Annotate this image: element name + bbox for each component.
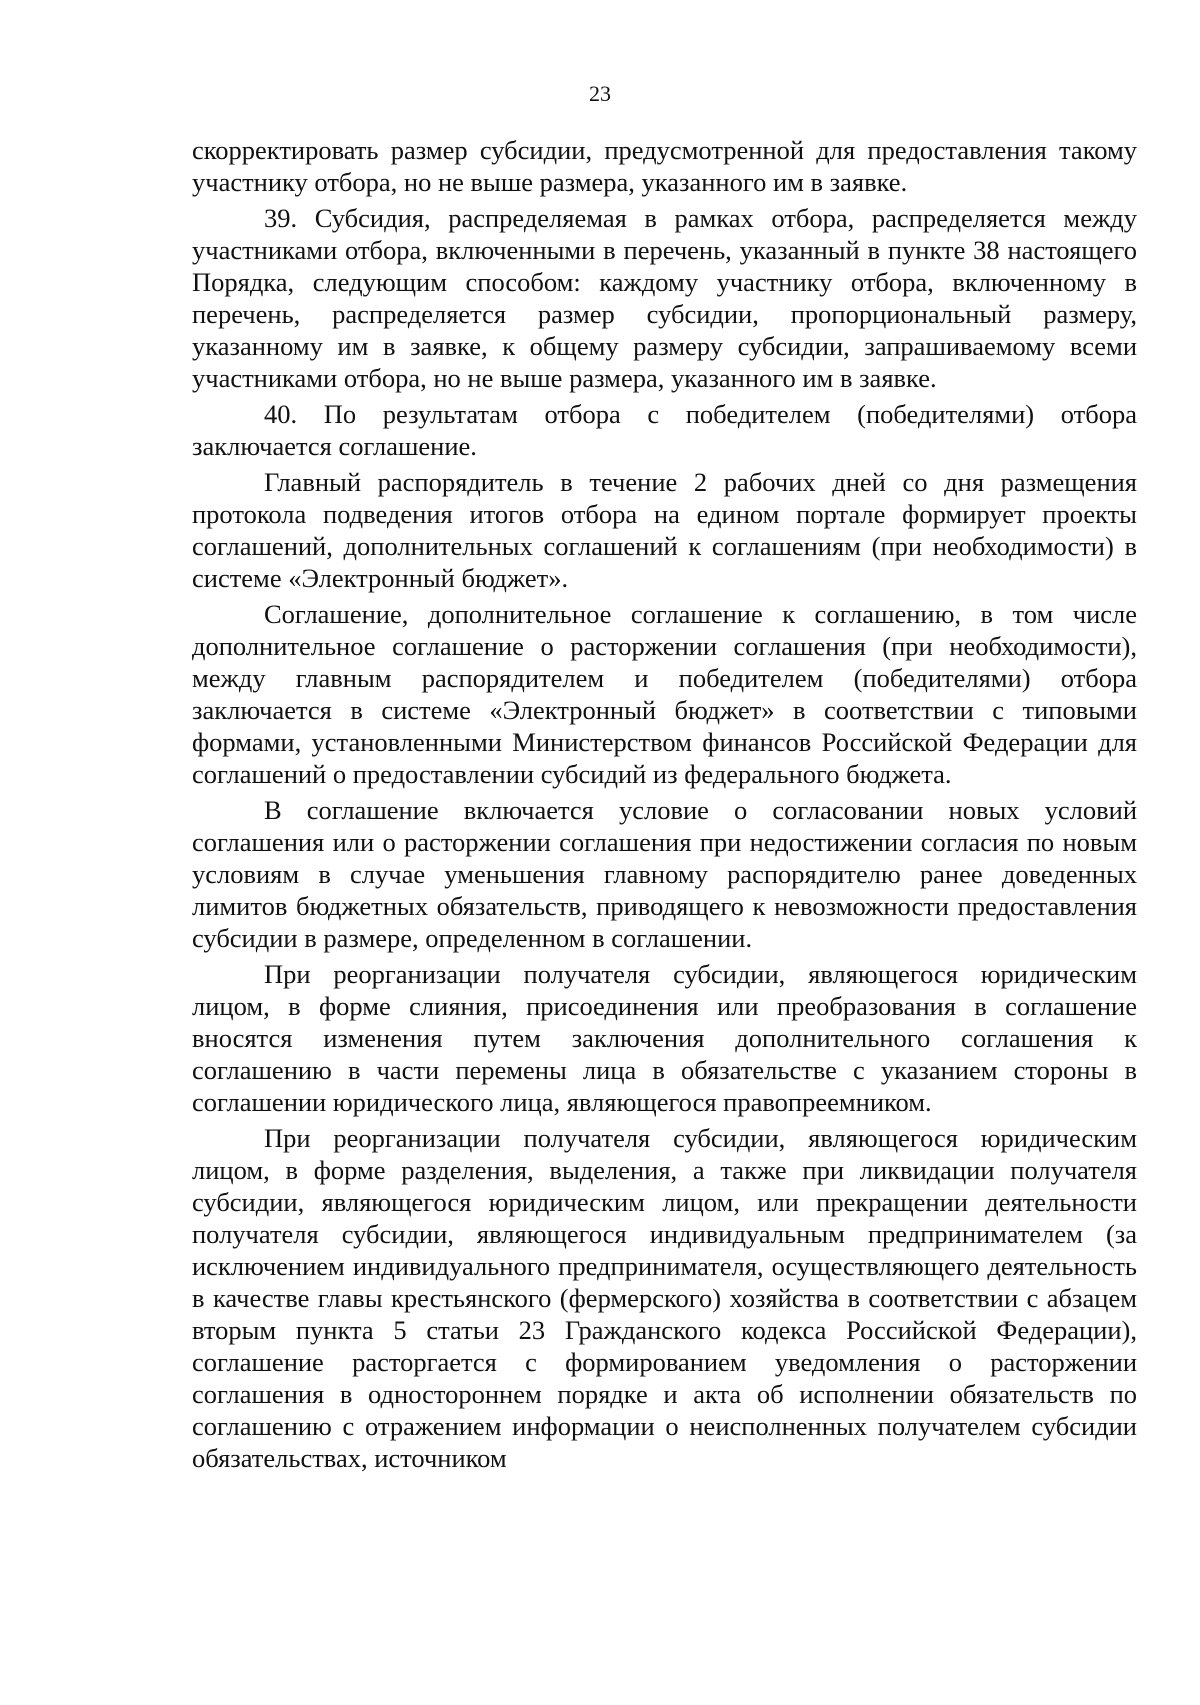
paragraph-continuation: скорректировать размер субсидии, предусмотренной для предоставления такому участнику отбора, но не выше размера, указанного им в заявке. bbox=[192, 135, 1137, 197]
paragraph-reorganization-merger: При реорганизации получателя субсидии, являющегося юридическим лицом, в форме слияния, присоединения или преобразования в соглашение вносятся изменения путем заключения дополнительного соглашения к соглашению в части перемены лица в обязательстве с указанием стороны в соглашении юридического лица, являющегося правопреемником. bbox=[192, 959, 1137, 1117]
paragraph-item-40: 40. По результатам отбора с победителем (победителями) отбора заключается соглашение. bbox=[192, 399, 1137, 461]
paragraph-agreement-forms: Соглашение, дополнительное соглашение к соглашению, в том числе дополнительное соглашение о расторжении соглашения (при необходимости), между главным распорядителем и победителем (победителями) отбора заключается в системе «Электронный бюджет» в соответствии с типовыми формами, установленными Министерством финансов Российской Федерации для соглашений о предоставлении субсидий из федерального бюджета. bbox=[192, 599, 1137, 789]
paragraph-reorganization-division: При реорганизации получателя субсидии, являющегося юридическим лицом, в форме разделения, выделения, а также при ликвидации получателя субсидии, являющегося юридическим лицом, или прекращении деятельности получателя субсидии, являющегося индивидуальным предпринимателем (за исключением индивидуального предпринимателя, осуществляющего деятельность в качестве главы крестьянского (фермерского) хозяйства в соответствии с абзацем вторым пункта 5 статьи 23 Гражданского кодекса Российской Федерации), соглашение расторгается с формированием уведомления о расторжении соглашения в одностороннем порядке и акта об исполнении обязательств по соглашению с отражением информации о неисполненных получателем субсидии обязательствах, источником bbox=[192, 1123, 1137, 1473]
paragraph-agreement-conditions: В соглашение включается условие о согласовании новых условий соглашения или о расторжении соглашения при недостижении согласия по новым условиям в случае уменьшения главному распорядителю ранее доведенных лимитов бюджетных обязательств, приводящего к невозможности предоставления субсидии в размере, определенном в соглашении. bbox=[192, 795, 1137, 953]
paragraph-main-administrator: Главный распорядитель в течение 2 рабочих дней со дня размещения протокола подведения итогов отбора на едином портале формирует проекты соглашений, дополнительных соглашений к соглашениям (при необходимости) в системе «Электронный бюджет». bbox=[192, 467, 1137, 593]
paragraph-item-39: 39. Субсидия, распределяемая в рамках отбора, распределяется между участниками отбора, включенными в перечень, указанный в пункте 38 настоящего Порядка, следующим способом: каждому участнику отбора, включенному в перечень, распределяется размер субсидии, пропорциональный размеру, указанному им в заявке, к общему размеру субсидии, запрашиваемому всеми участниками отбора, но не выше размера, указанного им в заявке. bbox=[192, 203, 1137, 393]
document-body bbox=[192, 134, 1137, 1474]
page-number: 23 bbox=[589, 81, 611, 106]
